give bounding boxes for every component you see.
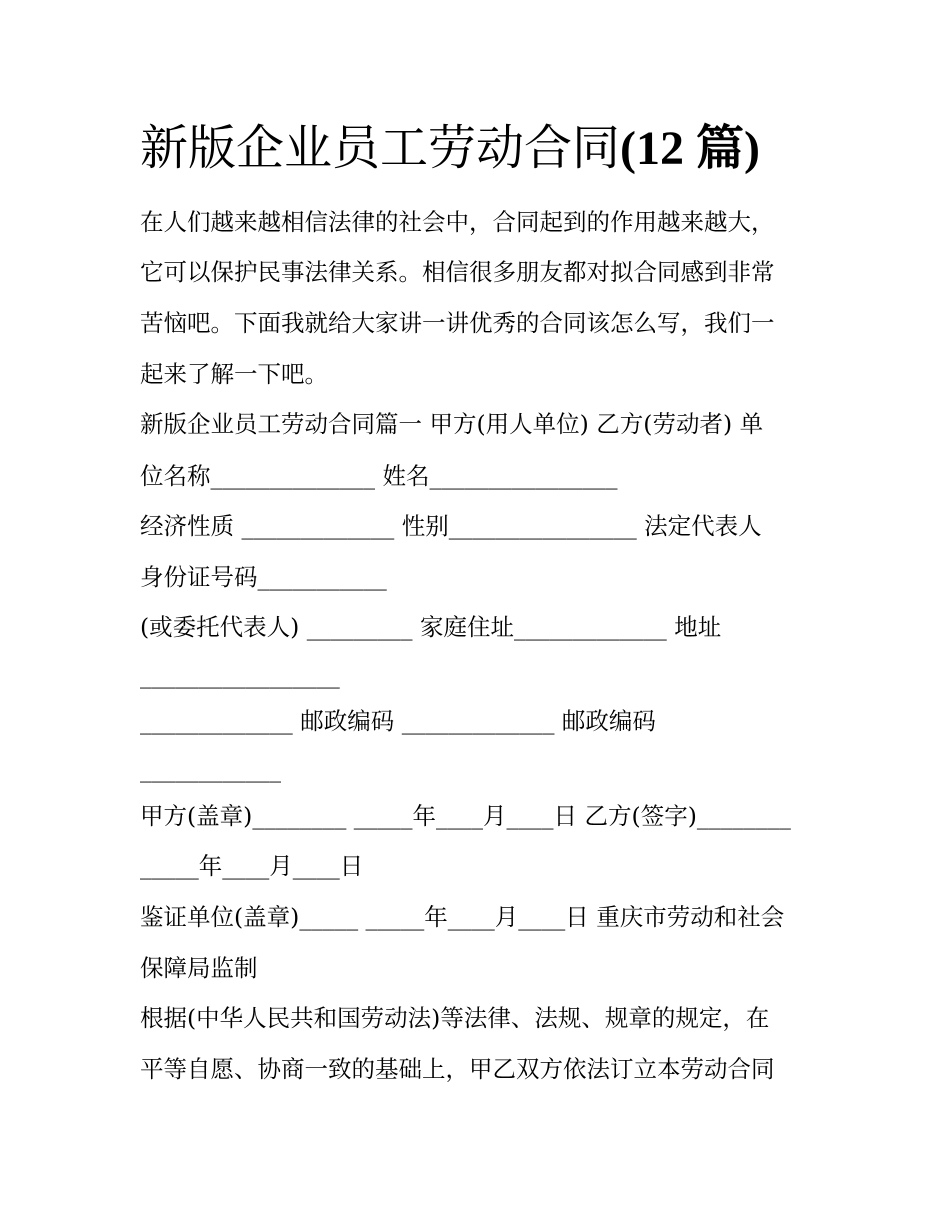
form-line-nature: 经济性质 _____________ 性别________________ 法定代表人 xyxy=(140,512,762,540)
intro-line-1: 在人们越来越相信法律的社会中，合同起到的作用越来越大， xyxy=(140,208,775,236)
document-title xyxy=(140,118,760,179)
form-line-name: 位名称______________ 姓名________________ xyxy=(140,462,618,490)
signature-line-date: _____年____月____日 xyxy=(140,852,364,880)
intro-line-3: 苦恼吧。下面我就给大家讲一讲优秀的合同该怎么写，我们一 xyxy=(140,309,775,337)
body-line-2: 平等自愿、协商一致的基础上，甲乙双方依法订立本劳动合同 xyxy=(140,1055,775,1083)
body-line-1: 根据(中华人民共和国劳动法)等法律、法规、规章的规定，在 xyxy=(140,1004,770,1032)
supervisor-line: 保障局监制 xyxy=(140,954,258,982)
form-line-postcode-blank: ____________ xyxy=(140,755,281,783)
form-line-representative: (或委托代表人) _________ 家庭住址_____________ 地址 xyxy=(140,613,722,641)
contract-heading-line: 新版企业员工劳动合同篇一 甲方(用人单位) 乙方(劳动者) 单 xyxy=(140,410,764,438)
title-main: 新版企业员工劳动合同 xyxy=(140,120,621,176)
form-line-id: 身份证号码___________ xyxy=(140,563,387,591)
signature-line-verification: 鉴证单位(盖章)_____ _____年____月____日 重庆市劳动和社会 xyxy=(140,903,785,931)
intro-line-4: 起来了解一下吧。 xyxy=(140,360,328,388)
form-line-address-blank: _________________ xyxy=(140,661,340,689)
form-line-postcode: _____________ 邮政编码 _____________ 邮政编码 xyxy=(140,707,656,735)
signature-line-parties: 甲方(盖章)________ _____年____月____日 乙方(签字)________ xyxy=(140,802,791,830)
title-suffix: (12 篇) xyxy=(620,122,760,175)
intro-line-2: 它可以保护民事法律关系。相信很多朋友都对拟合同感到非常 xyxy=(140,258,775,286)
